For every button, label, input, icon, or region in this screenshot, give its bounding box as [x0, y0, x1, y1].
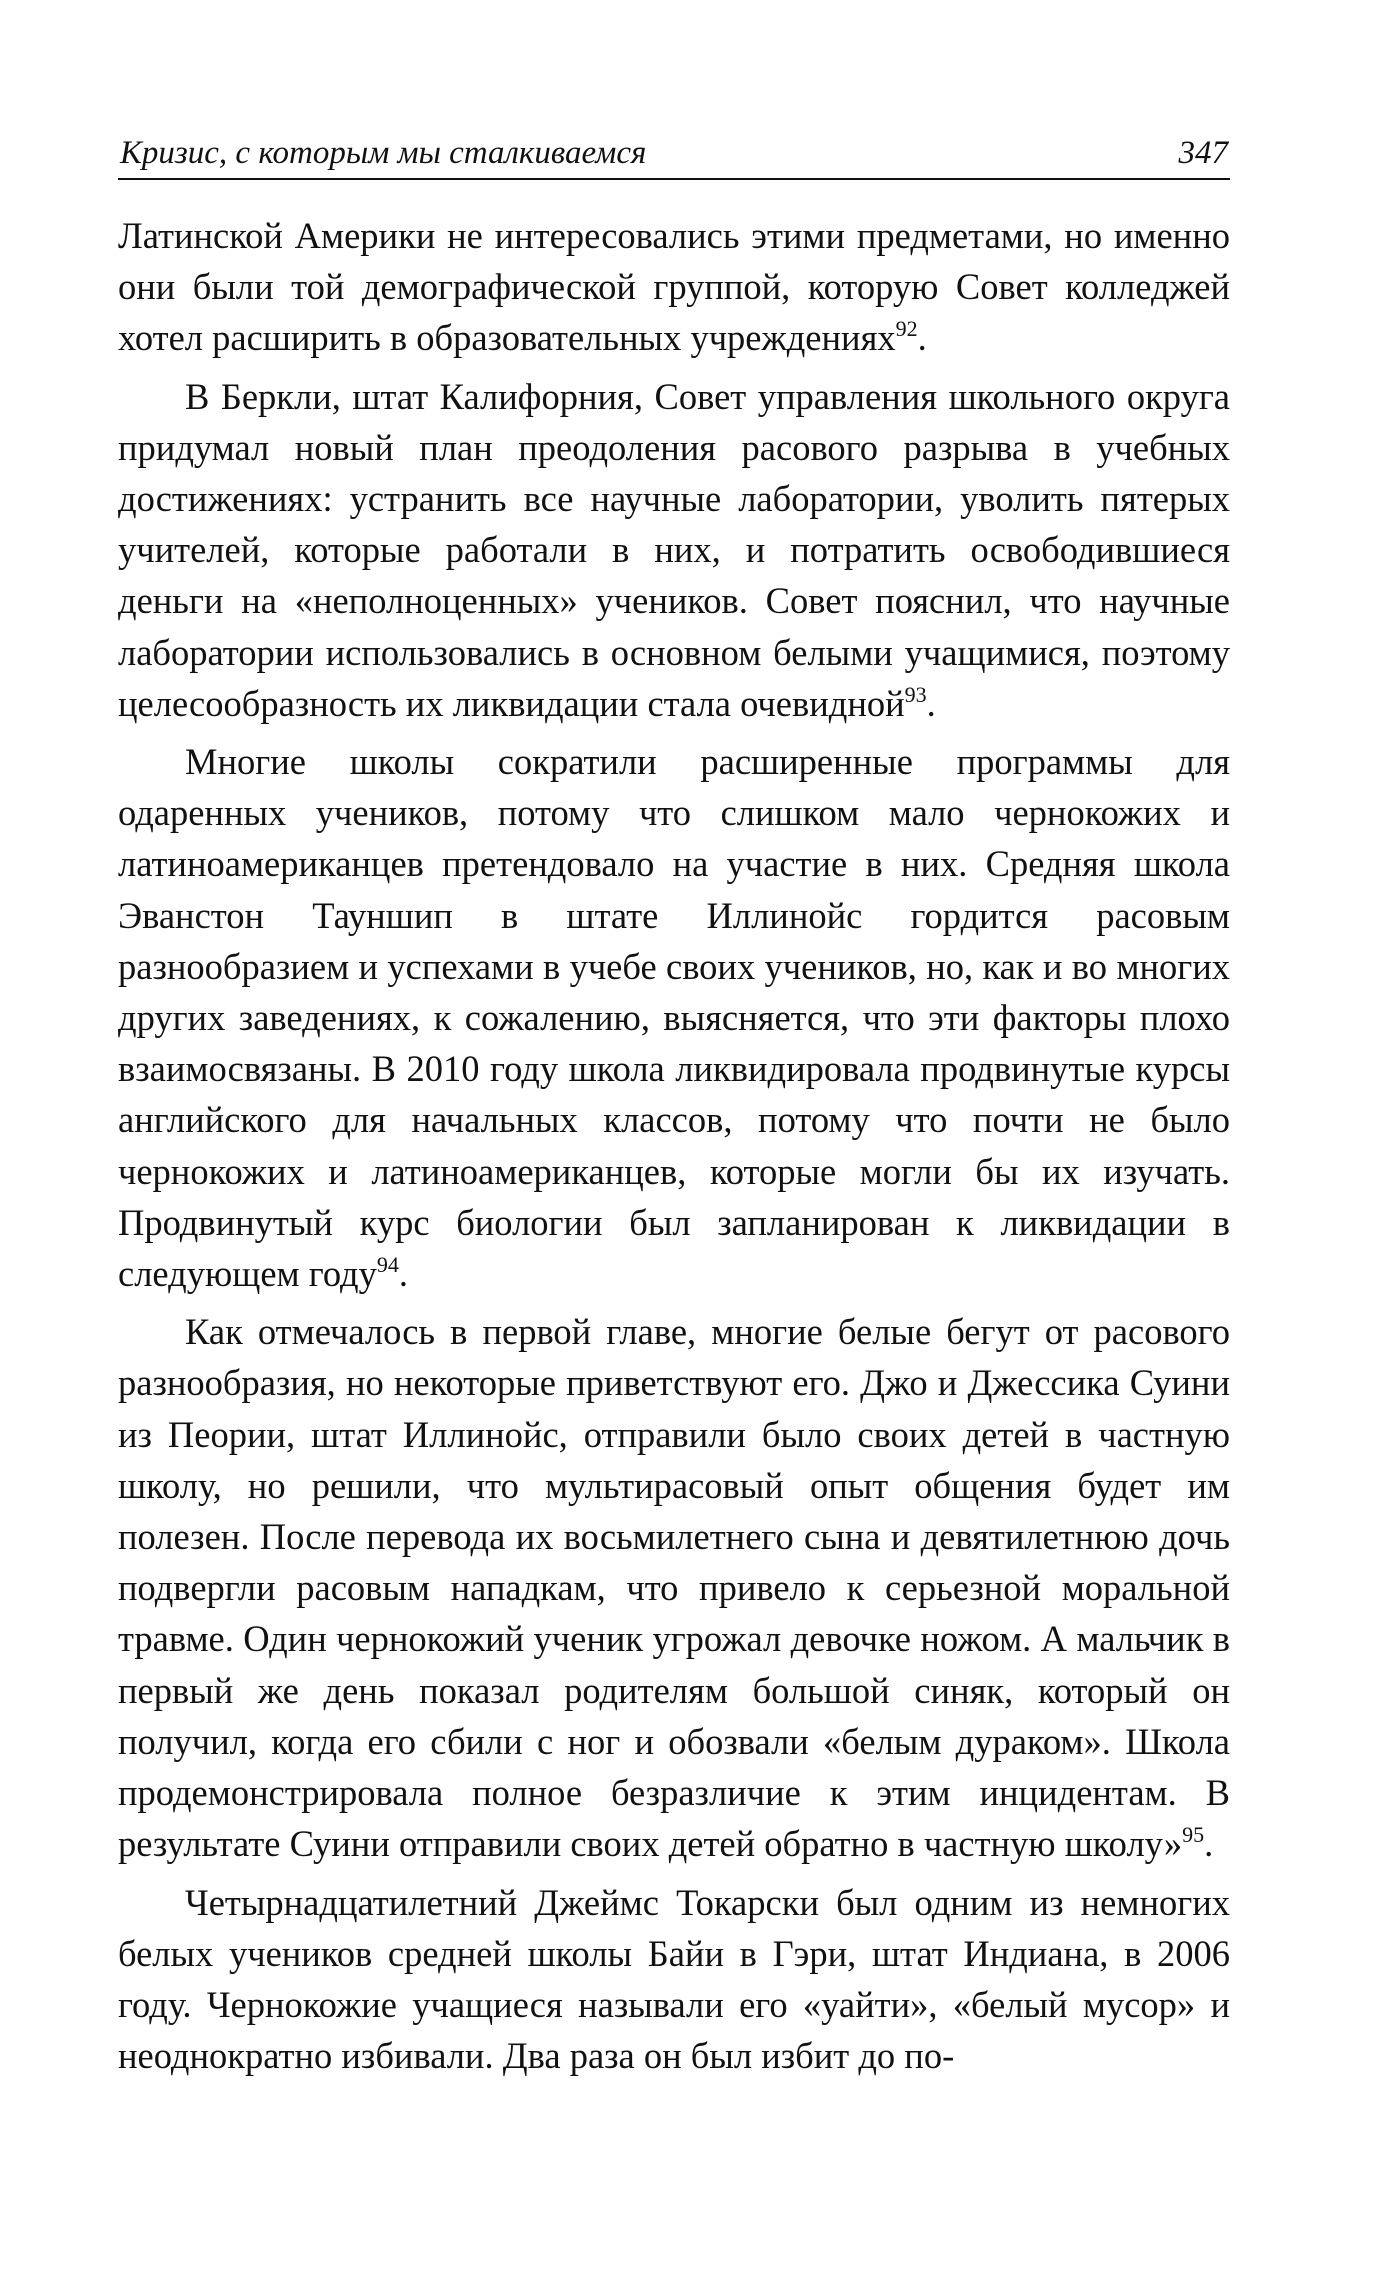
paragraph-text: Латинской Америки не интересовались этими предметами, но именно они были той демографической группой, которую Совет колледжей хотел расширить в образовательных учреждениях: [118, 215, 1230, 359]
paragraph-end: .: [398, 1253, 408, 1295]
paragraph: [118, 371, 1230, 729]
paragraph-text: Как отмечалось в первой главе, многие белые бегут от расового разнообразия, но некоторые приветствуют его. Джо и Джессика Суини из Пеории, штат Иллинойс, отправили было своих детей в частную школу, но решили, что мультирасовый опыт общения будет им полезен. После перевода их восьмилетнего сына и девятилетнюю дочь подвергли расовым нападкам, что привело к серьезной моральной травме. Один чернокожий ученик угрожал девочке ножом. А мальчик в первый же день показал родителям большой синяк, который он получил, когда его сбили с ног и обозвали «белым дураком». Школа продемонстрировала полное безразличие к этим инцидентам. В результате Суини отправили своих детей обратно в частную школу»: [118, 1311, 1230, 1865]
paragraph: [118, 736, 1230, 1299]
paragraph-end: .: [1204, 1823, 1214, 1865]
page-number: 347: [1178, 135, 1228, 171]
paragraph: [118, 1877, 1230, 2082]
footnote-ref: 92: [895, 316, 918, 342]
footnote-ref: 94: [376, 1252, 399, 1278]
body-text: [118, 210, 1230, 2088]
footnote-ref: 95: [1182, 1822, 1205, 1848]
paragraph-text: В Беркли, штат Калифорния, Совет управления школьного округа придумал новый план преодоления расового разрыва в учебных достижениях: устранить все научные лаборатории, уволить пятерых учителей, которые работали в них, и потратить освободившиеся деньги на «неполноценных» учеников. Совет пояснил, что научные лаборатории использовались в основном белыми учащимися, поэтому целесообразность их ликвидации стала очевидной: [118, 375, 1230, 724]
running-title: Кризис, с которым мы сталкиваемся: [120, 135, 647, 171]
running-header: [118, 130, 1230, 180]
paragraph-text: Четырнадцатилетний Джеймс Токарски был одним из немногих белых учеников средней школы Байи в Гэри, штат Индиана, в 2006 году. Чернокожие учащиеся называли его «уайти», «белый мусор» и неоднократно избивали. Два раза он был избит до по-: [118, 1881, 1230, 2077]
paragraph: [118, 1306, 1230, 1869]
paragraph-end: .: [926, 682, 936, 724]
paragraph-text: Многие школы сократили расширенные программы для одаренных учеников, потому что слишком мало чернокожих и латиноамериканцев претендовало на участие в них. Средняя школа Эванстон Тауншип в штате Иллинойс гордится расовым разнообразием и успехами в учебе своих учеников, но, как и во многих других заведениях, к сожалению, выясняется, что эти факторы плохо взаимосвязаны. В 2010 году школа ликвидировала продвинутые курсы английского для начальных классов, потому что почти не было чернокожих и латиноамериканцев, которые могли бы их изучать. Продвинутый курс биологии был запланирован к ликвидации в следующем году: [118, 741, 1230, 1295]
paragraph: [118, 210, 1230, 364]
footnote-ref: 93: [904, 681, 927, 707]
paragraph-end: .: [917, 317, 927, 359]
